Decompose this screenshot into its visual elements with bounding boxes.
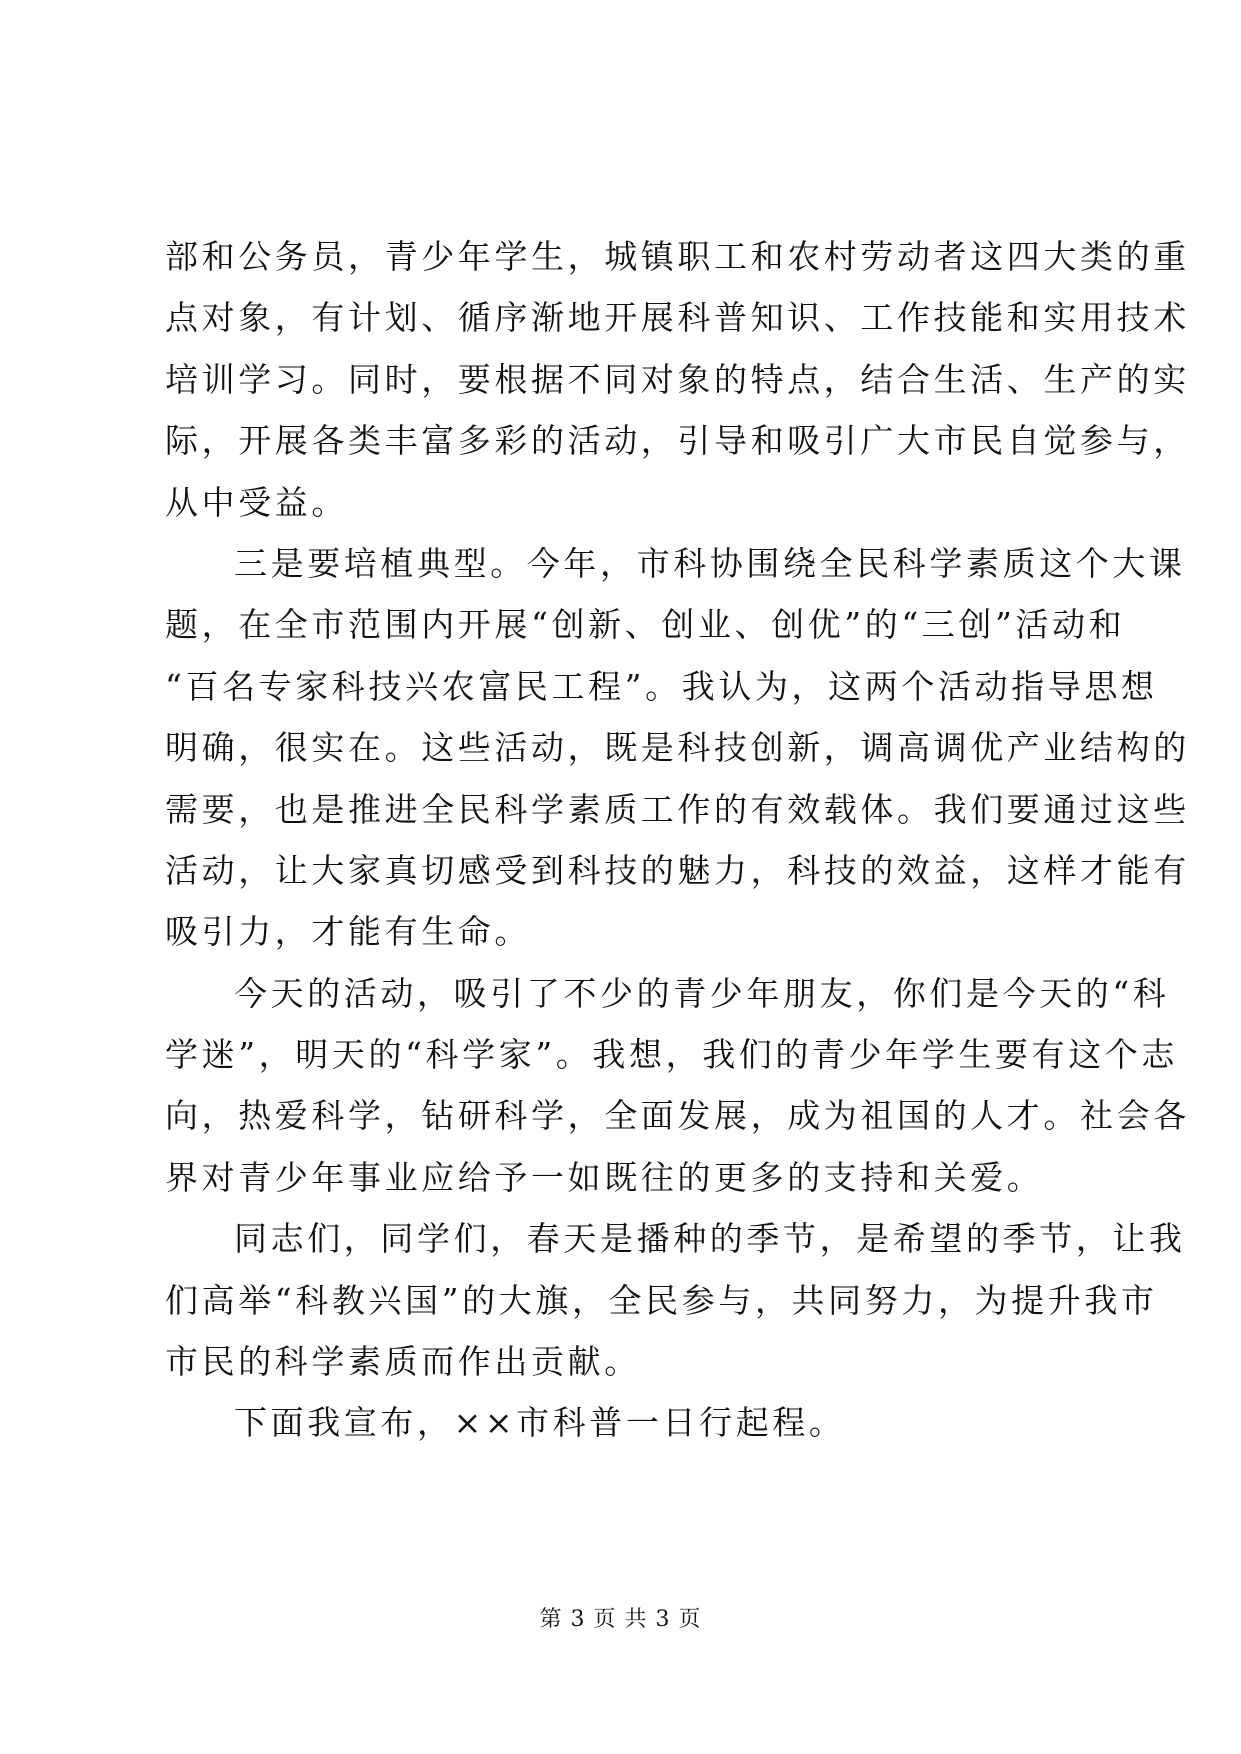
text-line: 题，在全市范围内开展“创新、创业、创优”的“三创”活动和 xyxy=(165,605,1126,645)
text-line: 界对青少年事业应给予一如既往的更多的支持和关爱。 xyxy=(165,1157,1044,1197)
text-line: 部和公务员，青少年学生，城镇职工和农村劳动者这四大类的重 xyxy=(165,237,1190,276)
text-line: 向，热爱科学，钻研科学，全面发展，成为祖国的人才。社会各 xyxy=(165,1096,1190,1136)
text-line: 际，开展各类丰富多彩的活动，引导和吸引广大市民自觉参与， xyxy=(165,421,1190,461)
paragraph-start-line: 今天的活动，吸引了不少的青少年朋友，你们是今天的“科 xyxy=(234,973,1170,1013)
text-line: 需要，也是推进全民科学素质工作的有效载体。我们要通过这些 xyxy=(165,789,1190,829)
text-line: 明确，很实在。这些活动，既是科技创新，调高调优产业结构的 xyxy=(165,728,1190,768)
paragraph-start-line: 下面我宣布，××市科普一日行起程。 xyxy=(234,1403,846,1443)
paragraph-start-line: 同志们，同学们，春天是播种的季节，是希望的季节，让我 xyxy=(234,1219,1186,1259)
page-number-footer: 第 3 页 共 3 页 xyxy=(539,1607,702,1632)
text-line: 们高举“科教兴国”的大旗，全民参与，共同努力，为提升我市 xyxy=(165,1280,1158,1320)
text-line: 点对象，有计划、循序渐地开展科普知识、工作技能和实用技术 xyxy=(165,298,1190,338)
text-line: 吸引力，才能有生命。 xyxy=(165,912,531,952)
document-body xyxy=(165,226,1190,1454)
text-line: 培训学习。同时，要根据不同对象的特点，结合生活、生产的实 xyxy=(165,359,1190,399)
text-line: 市民的科学素质而作出贡献。 xyxy=(165,1342,641,1382)
text-line: 从中受益。 xyxy=(165,482,348,522)
paragraph-start-line: 三是要培植典型。今年，市科协围绕全民科学素质这个大课 xyxy=(234,543,1186,583)
text-line: 学迷”，明天的“科学家”。我想，我们的青少年学生要有这个志 xyxy=(165,1035,1179,1075)
text-line: 活动，让大家真切感受到科技的魅力，科技的效益，这样才能有 xyxy=(165,850,1190,890)
text-line: “百名专家科技兴农富民工程”。我认为，这两个活动指导思想 xyxy=(165,666,1158,706)
